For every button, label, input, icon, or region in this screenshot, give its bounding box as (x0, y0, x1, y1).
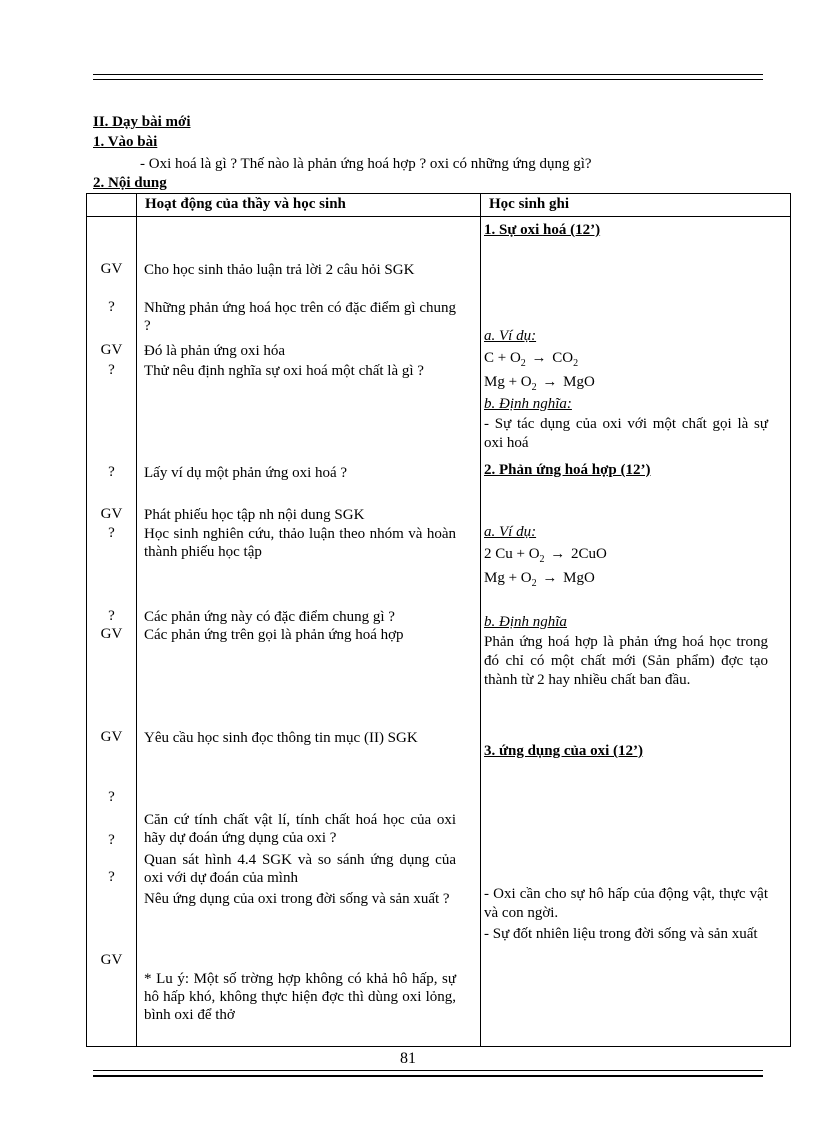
equation: 2 $Cu + O_2 \to 2CuO$ (484, 546, 607, 565)
activity-item: Căn cứ tính chất vật lí, tính chất hoá học của oxi hãy dự đoán ứng dụng của oxi ? (144, 812, 456, 846)
arrow-icon: → (542, 374, 558, 390)
activity-column (137, 217, 480, 1046)
header-rule-thin (93, 79, 763, 80)
arrow-icon: → (531, 350, 547, 366)
activity-item: Yêu cầu học sinh đọc thông tin mục (II) SGK (144, 730, 418, 746)
application-item: - Oxi cần cho sự hô hấp của động vật, thực vật và con ngời. (484, 886, 768, 921)
section-combination-title: 2. Phản ứng hoá hợp (12’) (484, 462, 651, 478)
application-item: - Sự đốt nhiên liệu trong đời sống và sản xuất (484, 926, 758, 942)
actor-label: GV (100, 506, 123, 522)
example-label: a. Ví dụ: (484, 524, 537, 540)
equation: $Mg + O_2$ → MgO (484, 374, 595, 393)
actor-column (87, 217, 136, 1046)
lesson-table (86, 193, 791, 1047)
actor-label: GV (100, 952, 123, 968)
activity-item: Các phản ứng này có đặc điểm chung gì ? (144, 609, 395, 625)
section-heading-new-lesson: II. Dạy bài mới (93, 114, 191, 130)
actor-label: GV (100, 626, 123, 642)
arrow-icon: → (550, 546, 566, 562)
actor-label: ? (108, 789, 115, 805)
activity-item: Đó là phản ứng oxi hóa (144, 343, 286, 359)
page-number: 81 (400, 1050, 416, 1067)
footer-rule (93, 1075, 763, 1077)
activity-item: Những phản ứng hoá học trên có đặc điểm gì chung ? (144, 300, 456, 334)
activity-item: Thử nêu định nghĩa sự oxi hoá một chất là gì ? (144, 363, 424, 379)
actor-label: ? (108, 869, 115, 885)
actor-label: ? (108, 299, 115, 315)
activity-item: Các phản ứng trên gọi là phản ứng hoá hợp (144, 627, 404, 643)
actor-label: GV (100, 261, 123, 277)
activity-item: Nêu ứng dụng của oxi trong đời sống và sản xuất ? (144, 891, 450, 907)
arrow-icon: → (542, 570, 558, 586)
actor-label: ? (108, 525, 115, 541)
definition-label: b. Định nghĩa: (484, 396, 572, 412)
actor-label: GV (100, 342, 123, 358)
activity-item: Phát phiếu học tập nh nội dung SGK (144, 507, 365, 523)
actor-label: ? (108, 832, 115, 848)
actor-label: ? (108, 608, 115, 624)
equation: $C + O_2 \to CO_2$ (484, 350, 579, 369)
section-heading-content: 2. Nội dung (93, 175, 167, 191)
footer-rule-thin (93, 1070, 763, 1071)
equation: $Mg + O_2$ → MgO (484, 570, 595, 589)
activity-header: Hoạt động của thầy và học sinh (137, 194, 481, 217)
activity-item: Lấy ví dụ một phản ứng oxi hoá ? (144, 465, 348, 481)
header-rule (93, 74, 763, 75)
section-applications-title: 3. ứng dụng của oxi (12’) (484, 743, 644, 759)
activity-item: Quan sát hình 4.4 SGK và so sánh ứng dụng của oxi với dự đoán của mình (144, 852, 456, 886)
actor-label: GV (100, 729, 123, 745)
actor-header (87, 194, 137, 217)
intro-question: - Oxi hoá là gì ? Thế nào là phản ứng hoá hợp ? oxi có những ứng dụng gì? (140, 156, 592, 172)
activity-item: Cho học sinh thảo luận trả lời 2 câu hỏi SGK (144, 262, 415, 278)
definition-label: b. Định nghĩa (484, 614, 567, 630)
definition-text: - Sự tác dụng của oxi với một chất gọi là sự oxi hoá (484, 416, 768, 451)
section-heading-intro: 1. Vào bài (93, 134, 158, 150)
section-oxidation-title: 1. Sự oxi hoá (12’) (484, 222, 601, 238)
definition-text: Phản ứng hoá hợp là phản ứng hoá học trong đó chỉ có một chất mới (Sản phẩm) đợc tạo thành từ 2 hay nhiều chất ban đầu. (484, 634, 768, 688)
actor-label: ? (108, 362, 115, 378)
notes-column (481, 217, 790, 1046)
activity-item: Học sinh nghiên cứu, thảo luận theo nhóm và hoàn thành phiếu học tập (144, 526, 456, 560)
activity-item: * Lu ý: Một số trờng hợp không có khả hô hấp, sự hô hấp khó, không thực hiện đợc thì dùng oxi lỏng, bình oxi để thở (144, 971, 456, 1023)
actor-label: ? (108, 464, 115, 480)
example-label: a. Ví dụ: (484, 328, 537, 344)
notes-header: Học sinh ghi (481, 194, 791, 217)
